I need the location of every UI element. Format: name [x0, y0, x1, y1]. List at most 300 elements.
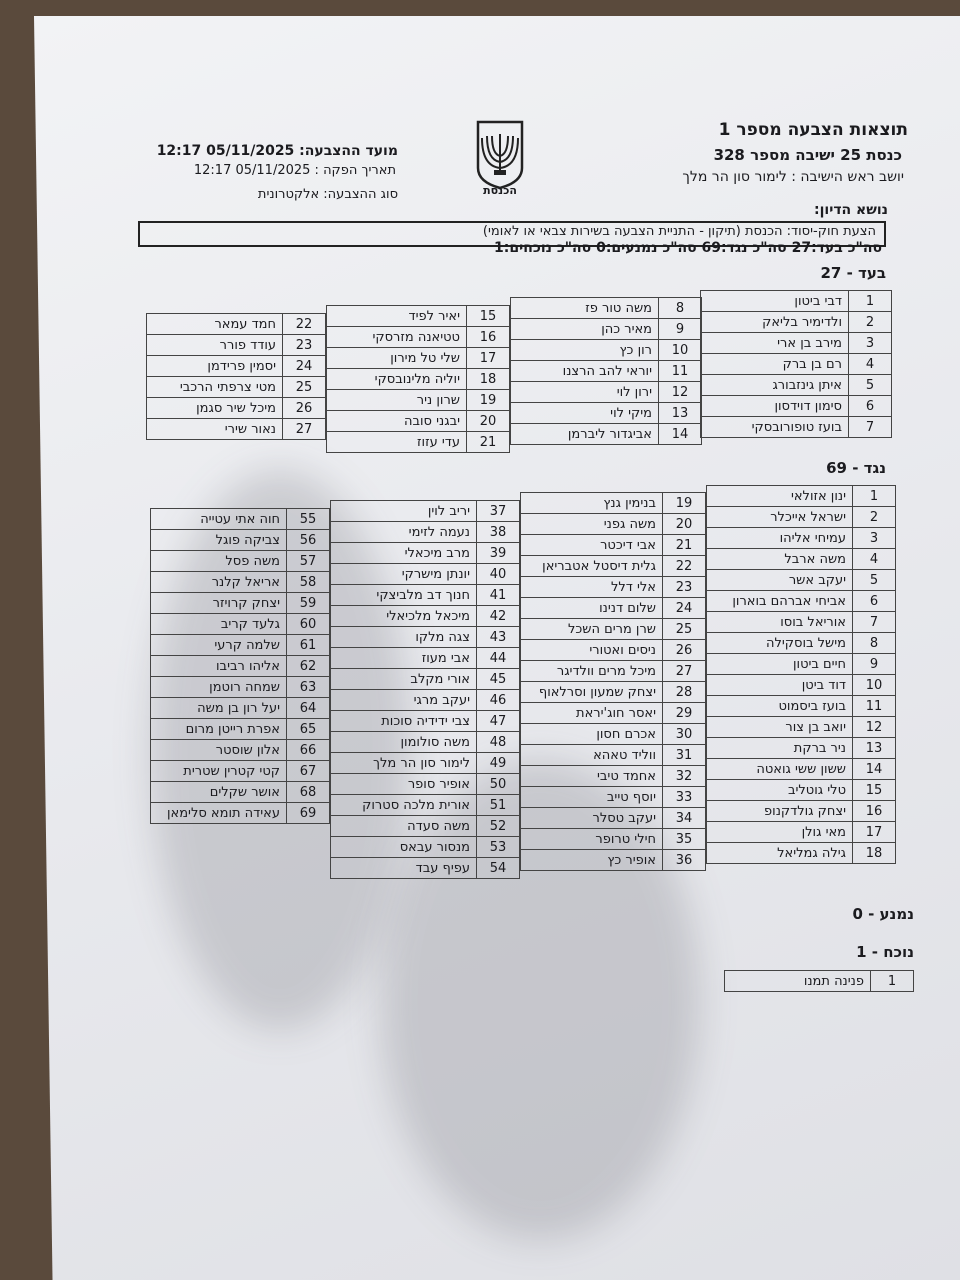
- member-name: יריב לוין: [331, 501, 477, 522]
- member-number: 66: [287, 740, 330, 761]
- member-number: 65: [287, 719, 330, 740]
- member-name: אליהו רביבו: [151, 656, 287, 677]
- member-name: אוריאל בוסו: [707, 612, 853, 633]
- member-number: 20: [663, 514, 706, 535]
- table-row: [511, 403, 702, 424]
- member-name: יעקב אשר: [707, 570, 853, 591]
- table-row: [331, 732, 520, 753]
- member-number: 14: [659, 424, 702, 445]
- member-number: 39: [477, 543, 520, 564]
- member-number: 46: [477, 690, 520, 711]
- member-number: 37: [477, 501, 520, 522]
- table-row: [331, 606, 520, 627]
- member-name: מיקי לוי: [511, 403, 659, 424]
- member-name: אופיר כץ: [521, 850, 663, 871]
- member-number: 34: [663, 808, 706, 829]
- member-name: דבי ביטון: [701, 291, 849, 312]
- member-table: [520, 492, 706, 871]
- table-row: [147, 398, 326, 419]
- member-name: חנוך דב מלביצקי: [331, 585, 477, 606]
- member-name: שמחה רוטמן: [151, 677, 287, 698]
- member-name: אביחי אברהם בוארון: [707, 591, 853, 612]
- member-number: 58: [287, 572, 330, 593]
- table-row: [327, 432, 510, 453]
- member-name: משה טור פז: [511, 298, 659, 319]
- member-number: 14: [853, 759, 896, 780]
- member-number: 6: [853, 591, 896, 612]
- member-number: 2: [849, 312, 892, 333]
- member-number: 20: [467, 411, 510, 432]
- member-name: יצחק שמעון וסרלאוף: [521, 682, 663, 703]
- table-row: [151, 698, 330, 719]
- document-title: תוצאות הצבעה מספר 1: [718, 120, 908, 140]
- table-row: [151, 572, 330, 593]
- table-row: [521, 787, 706, 808]
- member-name: משה סולומון: [331, 732, 477, 753]
- table-row: [701, 312, 892, 333]
- member-name: פנינה תמנו: [725, 971, 871, 992]
- table-row: [331, 543, 520, 564]
- member-number: 21: [467, 432, 510, 453]
- table-row: [707, 486, 896, 507]
- table-row: [521, 577, 706, 598]
- member-name: מירב בן ארי: [701, 333, 849, 354]
- member-number: 9: [659, 319, 702, 340]
- member-name: מיכאל מלכיאלי: [331, 606, 477, 627]
- member-name: רם בן ברק: [701, 354, 849, 375]
- member-number: 3: [853, 528, 896, 549]
- member-name: ווליד טאהא: [521, 745, 663, 766]
- member-name: דוד ביטן: [707, 675, 853, 696]
- member-number: 48: [477, 732, 520, 753]
- member-name: שלום דנינו: [521, 598, 663, 619]
- member-name: צביקה פוגל: [151, 530, 287, 551]
- member-name: יעקב טסלר: [521, 808, 663, 829]
- table-row: [707, 717, 896, 738]
- member-number: 5: [849, 375, 892, 396]
- member-name: בועז ביסמוט: [707, 696, 853, 717]
- member-name: גילה גמליאל: [707, 843, 853, 864]
- table-row: [327, 306, 510, 327]
- member-name: יאסר חוג'יראת: [521, 703, 663, 724]
- member-number: 29: [663, 703, 706, 724]
- member-number: 47: [477, 711, 520, 732]
- member-number: 12: [853, 717, 896, 738]
- member-name: עדי עזוז: [327, 432, 467, 453]
- member-number: 12: [659, 382, 702, 403]
- table-row: [331, 711, 520, 732]
- vote-type: סוג ההצבעה: אלקטרונית: [257, 187, 398, 202]
- member-name: צבי ידידיה סוכות: [331, 711, 477, 732]
- member-number: 3: [849, 333, 892, 354]
- table-row: [701, 291, 892, 312]
- table-row: [151, 719, 330, 740]
- member-number: 18: [467, 369, 510, 390]
- member-name: אחמד טיבי: [521, 766, 663, 787]
- member-name: יצחק גולדקנופ: [707, 801, 853, 822]
- member-name: יוראי להב הרצנו: [511, 361, 659, 382]
- table-row: [521, 703, 706, 724]
- member-number: 7: [853, 612, 896, 633]
- member-name: בועז טופורובסקי: [701, 417, 849, 438]
- member-number: 25: [663, 619, 706, 640]
- member-number: 11: [853, 696, 896, 717]
- table-row: [151, 551, 330, 572]
- member-name: אכרם חסון: [521, 724, 663, 745]
- member-number: 43: [477, 627, 520, 648]
- table-row: [151, 614, 330, 635]
- table-row: [521, 766, 706, 787]
- table-row: [725, 971, 914, 992]
- member-table: [700, 290, 892, 438]
- member-number: 44: [477, 648, 520, 669]
- table-row: [327, 369, 510, 390]
- member-name: יונתן מישרקי: [331, 564, 477, 585]
- member-name: יעקב מרגי: [331, 690, 477, 711]
- member-name: ניסים ואטורי: [521, 640, 663, 661]
- present-heading: נוכח - 1: [856, 943, 914, 961]
- table-row: [511, 319, 702, 340]
- member-number: 6: [849, 396, 892, 417]
- member-number: 13: [853, 738, 896, 759]
- member-name: יצחק קרויזר: [151, 593, 287, 614]
- table-row: [707, 549, 896, 570]
- member-number: 21: [663, 535, 706, 556]
- table-row: [331, 669, 520, 690]
- member-name: יואב בן צור: [707, 717, 853, 738]
- table-row: [151, 656, 330, 677]
- table-row: [707, 675, 896, 696]
- member-name: עמיחי אליהו: [707, 528, 853, 549]
- subject-text: הצעת חוק-יסוד: הכנסת (תיקון - התניית הצבעה בשירות צבאי או לאומי): [482, 224, 876, 239]
- member-name: ינון אזולאי: [707, 486, 853, 507]
- vote-totals: סה"כ בעד:27 סה"כ נגד:69 סה"כ נמנעים:0 סה"כ נוכחים:1: [494, 240, 882, 256]
- member-name: עודד פורר: [147, 335, 283, 356]
- member-table: [150, 508, 330, 824]
- member-number: 56: [287, 530, 330, 551]
- member-name: רון כץ: [511, 340, 659, 361]
- member-number: 38: [477, 522, 520, 543]
- table-row: [707, 843, 896, 864]
- member-name: מאי גולן: [707, 822, 853, 843]
- member-name: חמד עמאר: [147, 314, 283, 335]
- member-table: [326, 305, 510, 453]
- table-row: [151, 530, 330, 551]
- member-number: 15: [467, 306, 510, 327]
- member-table: [510, 297, 702, 445]
- member-name: ישראל אייכלר: [707, 507, 853, 528]
- member-name: מנסור עבאס: [331, 837, 477, 858]
- member-number: 45: [477, 669, 520, 690]
- member-number: 17: [853, 822, 896, 843]
- table-row: [147, 335, 326, 356]
- member-name: מאיר כהן: [511, 319, 659, 340]
- member-number: 51: [477, 795, 520, 816]
- table-row: [331, 648, 520, 669]
- member-number: 67: [287, 761, 330, 782]
- table-row: [521, 682, 706, 703]
- member-name: ששון ששי גואטה: [707, 759, 853, 780]
- table-row: [707, 801, 896, 822]
- member-table: [724, 970, 914, 992]
- table-row: [701, 354, 892, 375]
- member-number: 4: [853, 549, 896, 570]
- member-table: [146, 313, 326, 440]
- table-row: [151, 761, 330, 782]
- member-name: איתן גינזבורג: [701, 375, 849, 396]
- member-name: טטיאנה מזרסקי: [327, 327, 467, 348]
- print-date: תאריך הפקה : 05/11/2025 12:17: [193, 163, 396, 178]
- table-row: [511, 340, 702, 361]
- member-name: משה סעדה: [331, 816, 477, 837]
- member-number: 31: [663, 745, 706, 766]
- member-number: 36: [663, 850, 706, 871]
- member-number: 40: [477, 564, 520, 585]
- table-row: [707, 591, 896, 612]
- table-row: [147, 377, 326, 398]
- member-name: גלעד קריב: [151, 614, 287, 635]
- member-number: 22: [283, 314, 326, 335]
- against-heading: נגד - 69: [826, 459, 886, 477]
- table-row: [511, 424, 702, 445]
- member-number: 10: [853, 675, 896, 696]
- member-number: 1: [871, 971, 914, 992]
- table-row: [521, 661, 706, 682]
- member-number: 41: [477, 585, 520, 606]
- table-row: [147, 356, 326, 377]
- member-name: שרן מרים השכל: [521, 619, 663, 640]
- member-name: מישל בוסקילה: [707, 633, 853, 654]
- member-number: 24: [663, 598, 706, 619]
- member-number: 16: [467, 327, 510, 348]
- table-row: [151, 635, 330, 656]
- member-name: גלית דיסטל אטבריאן: [521, 556, 663, 577]
- member-name: משה גפני: [521, 514, 663, 535]
- table-row: [331, 627, 520, 648]
- member-number: 54: [477, 858, 520, 879]
- member-number: 5: [853, 570, 896, 591]
- table-row: [331, 522, 520, 543]
- member-number: 50: [477, 774, 520, 795]
- table-row: [331, 585, 520, 606]
- member-number: 49: [477, 753, 520, 774]
- table-row: [147, 419, 326, 440]
- member-name: נאור שירי: [147, 419, 283, 440]
- table-row: [521, 598, 706, 619]
- member-number: 33: [663, 787, 706, 808]
- member-number: 60: [287, 614, 330, 635]
- member-number: 8: [659, 298, 702, 319]
- table-row: [521, 745, 706, 766]
- table-row: [327, 411, 510, 432]
- member-name: ולדימיר בליאק: [701, 312, 849, 333]
- table-row: [701, 333, 892, 354]
- member-number: 22: [663, 556, 706, 577]
- table-row: [707, 633, 896, 654]
- member-name: אלון שוסטר: [151, 740, 287, 761]
- member-table: [706, 485, 896, 864]
- member-number: 57: [287, 551, 330, 572]
- member-number: 30: [663, 724, 706, 745]
- table-row: [521, 829, 706, 850]
- member-name: לימור סון הר מלך: [331, 753, 477, 774]
- table-row: [707, 612, 896, 633]
- member-name: שרון ניר: [327, 390, 467, 411]
- member-number: 17: [467, 348, 510, 369]
- table-row: [327, 327, 510, 348]
- table-row: [151, 740, 330, 761]
- table-row: [707, 528, 896, 549]
- member-number: 53: [477, 837, 520, 858]
- member-number: 42: [477, 606, 520, 627]
- member-number: 8: [853, 633, 896, 654]
- member-number: 55: [287, 509, 330, 530]
- table-row: [707, 780, 896, 801]
- member-number: 59: [287, 593, 330, 614]
- member-name: יאיר לפיד: [327, 306, 467, 327]
- member-name: מיכל מרים וולדיגר: [521, 661, 663, 682]
- table-row: [331, 564, 520, 585]
- member-name: חוה אתי עטייה: [151, 509, 287, 530]
- table-row: [521, 808, 706, 829]
- table-row: [707, 570, 896, 591]
- member-number: 52: [477, 816, 520, 837]
- member-number: 64: [287, 698, 330, 719]
- member-number: 16: [853, 801, 896, 822]
- table-row: [707, 822, 896, 843]
- table-row: [151, 677, 330, 698]
- table-row: [521, 850, 706, 871]
- member-name: אבי מעוז: [331, 648, 477, 669]
- member-name: אפרת רייטן מרום: [151, 719, 287, 740]
- table-row: [331, 858, 520, 879]
- table-row: [331, 690, 520, 711]
- for-heading: בעד - 27: [820, 264, 886, 282]
- table-row: [151, 593, 330, 614]
- session-chair: יושב ראש הישיבה : לימור סון הר מלך: [682, 169, 904, 185]
- member-name: צגה מלקו: [331, 627, 477, 648]
- member-name: מיכל שיר סגמן: [147, 398, 283, 419]
- member-number: 2: [853, 507, 896, 528]
- table-row: [151, 509, 330, 530]
- member-number: 32: [663, 766, 706, 787]
- member-name: חילי טרופר: [521, 829, 663, 850]
- member-name: מטי צרפתי הרכבי: [147, 377, 283, 398]
- table-row: [331, 753, 520, 774]
- member-name: קטי קטרין שטרית: [151, 761, 287, 782]
- member-name: נעמה לזימי: [331, 522, 477, 543]
- member-name: אביגדור ליברמן: [511, 424, 659, 445]
- table-row: [521, 535, 706, 556]
- member-number: 1: [853, 486, 896, 507]
- table-row: [701, 375, 892, 396]
- member-name: יעל רון בן משה: [151, 698, 287, 719]
- table-row: [511, 361, 702, 382]
- member-name: יבגני סובה: [327, 411, 467, 432]
- member-number: 68: [287, 782, 330, 803]
- table-row: [521, 556, 706, 577]
- member-name: שלמה קרעי: [151, 635, 287, 656]
- member-number: 7: [849, 417, 892, 438]
- member-name: יסמין פרידמן: [147, 356, 283, 377]
- member-number: 1: [849, 291, 892, 312]
- member-number: 11: [659, 361, 702, 382]
- table-row: [707, 696, 896, 717]
- member-number: 23: [663, 577, 706, 598]
- member-table: [330, 500, 520, 879]
- table-row: [521, 514, 706, 535]
- member-name: עפיף עבד: [331, 858, 477, 879]
- member-number: 15: [853, 780, 896, 801]
- table-row: [331, 501, 520, 522]
- member-name: בנימין גנץ: [521, 493, 663, 514]
- member-number: 4: [849, 354, 892, 375]
- member-name: אבי דיכטר: [521, 535, 663, 556]
- table-row: [147, 314, 326, 335]
- knesset-emblem: [470, 118, 530, 200]
- member-number: 18: [853, 843, 896, 864]
- subject-label: נושא הדיון:: [813, 202, 888, 218]
- vote-time: מועד ההצבעה: 05/11/2025 12:17: [156, 143, 398, 159]
- table-row: [327, 348, 510, 369]
- table-row: [331, 816, 520, 837]
- member-number: 9: [853, 654, 896, 675]
- member-number: 28: [663, 682, 706, 703]
- member-name: משה ארבל: [707, 549, 853, 570]
- table-row: [707, 759, 896, 780]
- member-name: יוסף טייב: [521, 787, 663, 808]
- member-number: 23: [283, 335, 326, 356]
- table-row: [511, 382, 702, 403]
- table-row: [331, 795, 520, 816]
- member-number: 35: [663, 829, 706, 850]
- member-number: 61: [287, 635, 330, 656]
- table-row: [707, 507, 896, 528]
- abstain-heading: נמנע - 0: [852, 905, 914, 923]
- member-number: 27: [283, 419, 326, 440]
- table-row: [707, 654, 896, 675]
- member-name: סימון דוידסון: [701, 396, 849, 417]
- table-row: [701, 396, 892, 417]
- member-number: 27: [663, 661, 706, 682]
- member-number: 10: [659, 340, 702, 361]
- member-name: משה פסל: [151, 551, 287, 572]
- member-number: 24: [283, 356, 326, 377]
- member-name: אופיר סופר: [331, 774, 477, 795]
- member-name: יוליה מלינובסקי: [327, 369, 467, 390]
- member-name: טלי גוטליב: [707, 780, 853, 801]
- member-name: עאידה תומא סלימאן: [151, 803, 287, 824]
- member-number: 26: [663, 640, 706, 661]
- member-number: 69: [287, 803, 330, 824]
- session-info: כנסת 25 ישיבה מספר 328: [713, 146, 902, 164]
- table-row: [331, 774, 520, 795]
- member-number: 19: [663, 493, 706, 514]
- table-row: [521, 493, 706, 514]
- emblem-caption: הכנסת: [483, 184, 517, 197]
- member-number: 25: [283, 377, 326, 398]
- table-row: [331, 837, 520, 858]
- table-row: [151, 782, 330, 803]
- member-number: 62: [287, 656, 330, 677]
- table-row: [511, 298, 702, 319]
- member-number: 13: [659, 403, 702, 424]
- table-row: [521, 619, 706, 640]
- table-row: [521, 640, 706, 661]
- member-name: אורי מקלב: [331, 669, 477, 690]
- member-name: ירון לוי: [511, 382, 659, 403]
- member-name: אלי דלל: [521, 577, 663, 598]
